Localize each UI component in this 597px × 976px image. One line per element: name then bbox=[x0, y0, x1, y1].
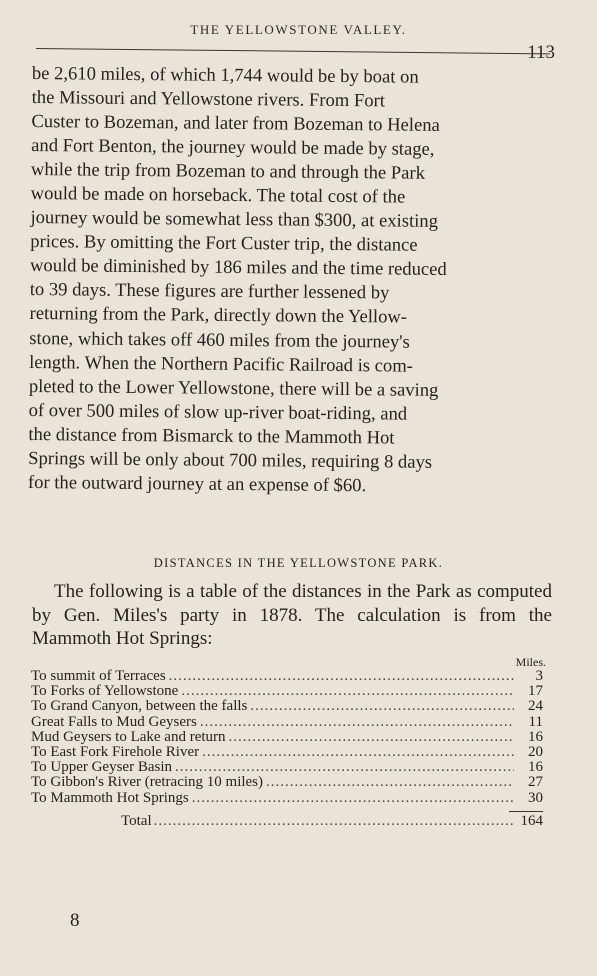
table-row bbox=[31, 760, 543, 775]
body-line: stone, which takes off 460 miles from the journey's bbox=[29, 327, 410, 353]
row-label: Mud Geysers to Lake and return bbox=[31, 728, 226, 745]
dot-leader bbox=[202, 745, 514, 760]
body-paragraph bbox=[28, 62, 552, 500]
body-line: length. When the Northern Pacific Railroad is com- bbox=[29, 351, 414, 377]
body-line: would be made on horseback. The total cost of the bbox=[30, 183, 406, 208]
table-row bbox=[31, 684, 543, 699]
row-label: To Gibbon's River (retracing 10 miles) bbox=[31, 774, 264, 791]
running-title: THE YELLOWSTONE VALLEY. bbox=[190, 22, 407, 37]
body-line: returning from the Park, directly down the Yellow- bbox=[29, 303, 408, 329]
body-line: would be diminished by 186 miles and the time reduced bbox=[29, 255, 447, 281]
total-miles: 164 bbox=[520, 812, 543, 829]
row-miles: 11 bbox=[528, 713, 543, 730]
body-line: pleted to the Lower Yellowstone, there will be a saving bbox=[28, 375, 439, 401]
intro-text: The following is a table of the distances in the Park as computed by Gen. Miles's party in 1878. The calculation is from the Mammoth Hot Springs: bbox=[32, 581, 552, 649]
body-line: Springs will be only about 700 miles, requiring 8 days bbox=[28, 447, 433, 473]
row-label: To Upper Geyser Basin bbox=[31, 759, 172, 776]
section-heading: DISTANCES IN THE YELLOWSTONE PARK. bbox=[153, 556, 444, 570]
dot-leader bbox=[192, 791, 514, 806]
row-miles: 30 bbox=[528, 789, 543, 806]
body-line: prices. By omitting the Fort Custer trip, the distance bbox=[30, 231, 418, 257]
body-line: while the trip from Bozeman to and through the Park bbox=[30, 159, 426, 184]
row-label: To summit of Terraces bbox=[31, 668, 166, 684]
miles-column-header: Miles. bbox=[515, 655, 546, 669]
body-line: to 39 days. These figures are further lessened by bbox=[29, 279, 390, 304]
body-line: journey would be somewhat less than $300, at existing bbox=[30, 207, 439, 233]
total-row bbox=[31, 814, 543, 829]
header-rule bbox=[36, 48, 550, 54]
total-label: Total bbox=[121, 812, 152, 829]
sum-rule bbox=[509, 811, 543, 812]
body-line: be 2,610 miles, of which 1,744 would be by boat on bbox=[31, 62, 419, 88]
row-label: To Forks of Yellowstone bbox=[31, 683, 179, 700]
distance-table bbox=[31, 655, 546, 829]
row-miles: 27 bbox=[528, 774, 543, 791]
table-row bbox=[31, 730, 543, 745]
table-row bbox=[31, 669, 543, 684]
body-line: the distance from Bismarck to the Mammoth Hot bbox=[28, 423, 395, 449]
dot-leader bbox=[200, 715, 514, 730]
dot-leader bbox=[175, 760, 514, 775]
table-row bbox=[31, 745, 543, 760]
table-intro bbox=[32, 580, 552, 651]
table-row bbox=[31, 791, 543, 806]
row-label: To East Fork Firehole River bbox=[31, 744, 200, 761]
body-line: for the outward journey at an expense of $60. bbox=[27, 471, 367, 497]
dot-leader bbox=[154, 814, 515, 829]
dot-leader bbox=[169, 669, 514, 684]
row-label: Great Falls to Mud Geysers bbox=[31, 713, 197, 730]
body-line: of over 500 miles of slow up-river boat-riding, and bbox=[28, 399, 408, 425]
row-miles: 20 bbox=[528, 744, 543, 761]
body-line: Custer to Bozeman, and later from Bozeman to Helena bbox=[31, 111, 440, 137]
body-line: the Missouri and Yellowstone rivers. From Fort bbox=[31, 87, 386, 112]
row-miles: 16 bbox=[528, 728, 543, 745]
table-row bbox=[31, 715, 543, 730]
table-row bbox=[31, 699, 543, 714]
row-label: To Mammoth Hot Springs bbox=[31, 789, 189, 806]
body-line: and Fort Benton, the journey would be made by stage, bbox=[31, 135, 435, 161]
page-number: 113 bbox=[527, 42, 555, 63]
dot-leader bbox=[266, 775, 514, 790]
dot-leader bbox=[229, 730, 514, 745]
row-miles: 16 bbox=[528, 759, 543, 776]
dot-leader bbox=[181, 684, 514, 699]
row-miles: 24 bbox=[528, 698, 543, 715]
row-miles: 3 bbox=[535, 668, 543, 684]
row-label: To Grand Canyon, between the falls bbox=[31, 698, 248, 715]
dot-leader bbox=[250, 699, 514, 714]
signature-mark: 8 bbox=[70, 910, 80, 931]
row-miles: 17 bbox=[528, 683, 543, 700]
table-row bbox=[31, 775, 543, 790]
